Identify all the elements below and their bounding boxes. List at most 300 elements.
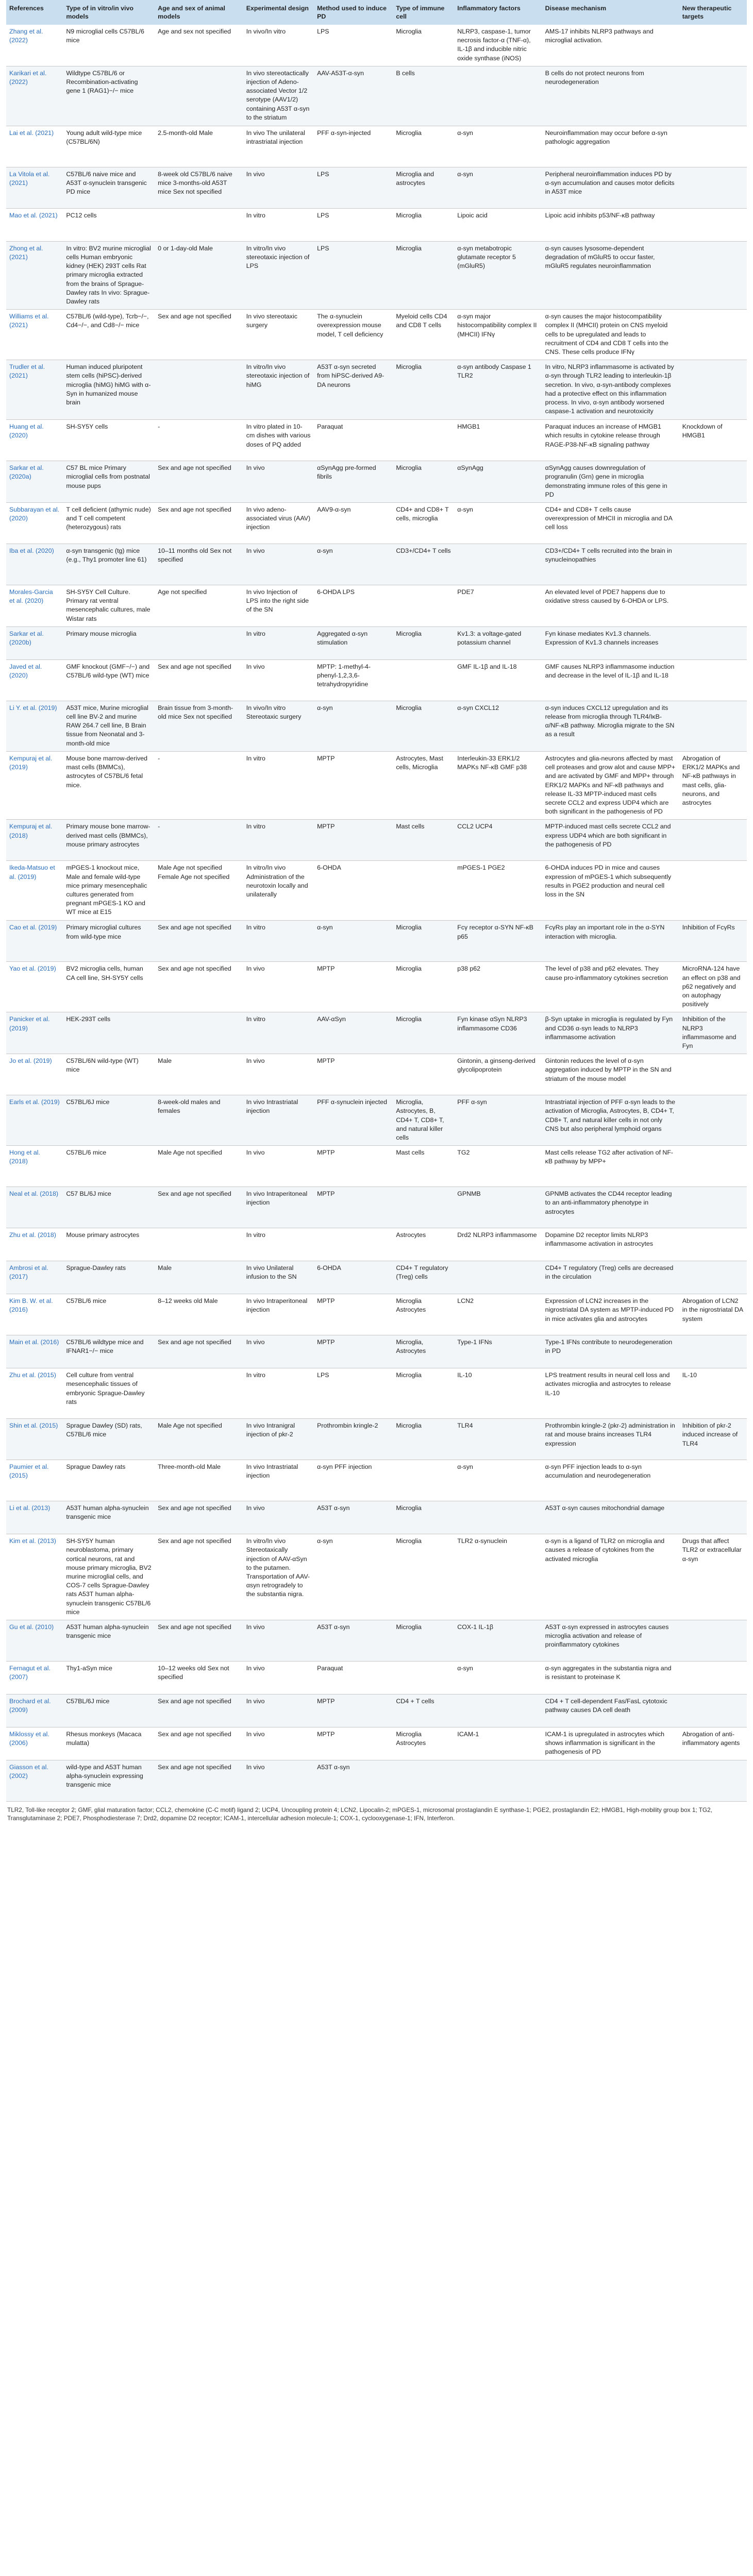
table-cell: Microglia — [393, 360, 454, 420]
reference-link[interactable]: La Vitola et al. (2021) — [6, 167, 63, 208]
table-cell — [679, 360, 747, 420]
table-cell: In vitro — [243, 208, 314, 241]
table-cell: CD4 + T cells — [393, 1694, 454, 1727]
table-cell: α-syn causes lysosome-dependent degradation of mGluR5 to occur faster, mGluR5 regulates neuroinflammation — [542, 241, 679, 309]
table-cell: Sex and age not specified — [155, 921, 243, 962]
table-cell — [393, 1187, 454, 1228]
table-cell: Sex and age not specified — [155, 310, 243, 360]
table-cell: CD3+/CD4+ T cells recruited into the brain in synucleinopathies — [542, 544, 679, 585]
table-cell: MPTP — [314, 1054, 393, 1095]
table-cell: AMS-17 inhibits NLRP3 pathways and microglial activation. — [542, 25, 679, 66]
table-row — [6, 25, 747, 66]
table-row — [6, 420, 747, 461]
table-row — [6, 861, 747, 921]
table-cell: In vitro — [243, 820, 314, 861]
table-cell: MPTP — [314, 1727, 393, 1760]
table-cell: In vivo Unilateral infusion to the SN — [243, 1261, 314, 1294]
table-cell — [679, 66, 747, 126]
table-cell: Inhibition of FcγRs — [679, 921, 747, 962]
table-cell: Mast cells — [393, 820, 454, 861]
table-cell: Knockdown of HMGB1 — [679, 420, 747, 461]
table-cell: In vivo — [243, 962, 314, 1012]
table-cell: In vitro plated in 10-cm dishes with various doses of PQ added — [243, 420, 314, 461]
table-cell: A53T mice, Murine microglial cell line BV-2 and murine RAW 264.7 cell line, B Brain tissue from Neonatal and 3-month-old mice — [63, 701, 155, 751]
reference-link[interactable]: Huang et al. (2020) — [6, 420, 63, 461]
table-cell: Expression of LCN2 increases in the nigrostriatal DA system as MPTP-induced PD in mice activates glia and astrocytes — [542, 1294, 679, 1335]
reference-link[interactable]: Cao et al. (2019) — [6, 921, 63, 962]
table-cell: In vivo — [243, 1146, 314, 1187]
table-row — [6, 1501, 747, 1534]
table-cell: α-syn PFF injection leads to α-syn accumulation and neurodegeneration — [542, 1460, 679, 1501]
table-cell: LPS — [314, 208, 393, 241]
table-cell: In vivo — [243, 1661, 314, 1694]
table-cell: Sex and age not specified — [155, 1760, 243, 1801]
table-cell: Mouse primary astrocytes — [63, 1228, 155, 1261]
table-cell — [155, 66, 243, 126]
table-row — [6, 1694, 747, 1727]
table-cell: LPS — [314, 25, 393, 66]
table-cell — [393, 585, 454, 627]
table-cell: Fyn kinase αSyn NLRP3 inflammasome CD36 — [454, 1012, 542, 1054]
table-cell: Sex and age not specified — [155, 659, 243, 701]
table-cell: IL-10 — [454, 1368, 542, 1419]
table-cell: Three-month-old Male — [155, 1460, 243, 1501]
table-row — [6, 241, 747, 309]
table-row — [6, 503, 747, 544]
table-cell: 0 or 1-day-old Male — [155, 241, 243, 309]
table-cell: C57BL/6J mice — [63, 1694, 155, 1727]
table-cell: αSynAgg causes downregulation of progranulin (Grn) gene in microglia demonstrating immune roles of this gene in PD — [542, 461, 679, 503]
reference-link[interactable]: Fernagut et al. (2007) — [6, 1661, 63, 1694]
column-header: Age and sex of animal models — [155, 0, 243, 25]
table-cell: N9 microglial cells C57BL/6 mice — [63, 25, 155, 66]
table-row — [6, 66, 747, 126]
reference-link[interactable]: Gu et al. (2010) — [6, 1620, 63, 1661]
table-cell: Microglia, Astrocytes — [393, 1335, 454, 1368]
table-cell: Drd2 NLRP3 inflammasome — [454, 1228, 542, 1261]
reference-link[interactable]: Earls et al. (2019) — [6, 1095, 63, 1146]
table-cell: Sprague Dawley (SD) rats, C57BL/6 mice — [63, 1419, 155, 1460]
table-row — [6, 921, 747, 962]
table-cell: LPS — [314, 241, 393, 309]
reference-link[interactable]: Ikeda-Matsuo et al. (2019) — [6, 861, 63, 921]
column-header: Method used to induce PD — [314, 0, 393, 25]
reference-link[interactable]: Javed et al. (2020) — [6, 659, 63, 701]
table-cell: ICAM-1 is upregulated in astrocytes which shows inflammation is significant in the pathogenesis of PD — [542, 1727, 679, 1760]
table-cell: LCN2 — [454, 1294, 542, 1335]
table-cell: In vivo stereotaxic surgery — [243, 310, 314, 360]
table-cell: Microglia — [393, 241, 454, 309]
table-row — [6, 167, 747, 208]
table-cell — [679, 659, 747, 701]
table-cell: Neuroinflammation may occur before α-syn pathologic aggregation — [542, 126, 679, 167]
table-cell — [393, 1661, 454, 1694]
table-cell: MPTP — [314, 1294, 393, 1335]
table-cell — [393, 420, 454, 461]
table-cell: α-syn induces CXCL12 upregulation and its release from microglia through TLR4/IκB-α/NF-κB pathway. Microglia migrate to the SN as a result — [542, 701, 679, 751]
table-cell: α-syn aggregates in the substantia nigra and is resistant to proteinase K — [542, 1661, 679, 1694]
table-cell — [679, 503, 747, 544]
table-cell: PFF α-synuclein injected — [314, 1095, 393, 1146]
reference-link[interactable]: Mao et al. (2021) — [6, 208, 63, 241]
table-cell: FcγRs play an important role in the α-SYN interaction with microglia. — [542, 921, 679, 962]
table-cell: Inhibition of the NLRP3 inflammasome and Fyn — [679, 1012, 747, 1054]
table-row — [6, 1419, 747, 1460]
table-cell: Sex and age not specified — [155, 461, 243, 503]
table-cell: GPNMB — [454, 1187, 542, 1228]
table-cell: Wildtype C57BL/6 or Recombination-activating gene 1 (RAG1)−/− mice — [63, 66, 155, 126]
reference-link[interactable]: Yao et al. (2019) — [6, 962, 63, 1012]
reference-link[interactable]: Williams et al. (2021) — [6, 310, 63, 360]
table-cell: In vivo Intrastriatal injection — [243, 1460, 314, 1501]
table-cell: Young adult wild-type mice (C57BL/6N) — [63, 126, 155, 167]
table-cell: CCL2 UCP4 — [454, 820, 542, 861]
table-cell: MPTP — [314, 751, 393, 819]
table-cell: A53T human alpha-synuclein transgenic mice — [63, 1501, 155, 1534]
table-cell: Abrogation of LCN2 in the nigrostriatal DA system — [679, 1294, 747, 1335]
table-cell: Primary mouse microglia — [63, 626, 155, 659]
table-cell: In vivo — [243, 461, 314, 503]
table-cell: Peripheral neuroinflammation induces PD by α-syn accumulation and causes motor deficits in A53T mice — [542, 167, 679, 208]
table-cell — [679, 1501, 747, 1534]
table-cell: Male Age not specified — [155, 1146, 243, 1187]
table-row — [6, 751, 747, 819]
table-cell: β-Syn uptake in microglia is regulated by Fyn and CD36 α-syn leads to NLRP3 inflammasome activation — [542, 1012, 679, 1054]
table-cell: Abrogation of ERK1/2 MAPKs and NF-κB pathways in mast cells, glia-neurons, and astrocytes — [679, 751, 747, 819]
table-cell: In vivo — [243, 1620, 314, 1661]
document-page — [6, 0, 747, 1822]
reference-link[interactable]: Brochard et al. (2009) — [6, 1694, 63, 1727]
table-cell: ICAM-1 — [454, 1727, 542, 1760]
table-cell: Prothrombin kringle-2 — [314, 1419, 393, 1460]
table-cell: Male Age not specified Female Age not specified — [155, 861, 243, 921]
table-cell: C57BL/6J mice — [63, 1095, 155, 1146]
table-cell: COX-1 IL-1β — [454, 1620, 542, 1661]
table-cell — [679, 461, 747, 503]
table-cell: Brain tissue from 3-month-old mice Sex not specified — [155, 701, 243, 751]
reference-link[interactable]: Kempuraj et al. (2019) — [6, 751, 63, 819]
table-cell: In vivo Injection of LPS into the right side of the SN — [243, 585, 314, 627]
table-cell: Fcγ receptor α-SYN NF-κB p65 — [454, 921, 542, 962]
reference-link[interactable]: Jo et al. (2019) — [6, 1054, 63, 1095]
table-cell — [155, 1228, 243, 1261]
table-cell: GMF knockout (GMF−/−) and C57BL/6 wild-type (WT) mice — [63, 659, 155, 701]
table-cell: Age not specified — [155, 585, 243, 627]
table-cell: MicroRNA-124 have an effect on p38 and p62 negatively and on autophagy positively — [679, 962, 747, 1012]
reference-link[interactable]: Lai et al. (2021) — [6, 126, 63, 167]
table-row — [6, 1261, 747, 1294]
table-cell — [679, 1335, 747, 1368]
table-cell — [393, 861, 454, 921]
table-cell: A53T α-syn causes mitochondrial damage — [542, 1501, 679, 1534]
reference-link[interactable]: Zhong et al. (2021) — [6, 241, 63, 309]
table-cell: CD4 + T cell-dependent Fas/FasL cytotoxic pathway causes DA cell death — [542, 1694, 679, 1727]
table-cell: 8-week-old males and females — [155, 1095, 243, 1146]
reference-link[interactable]: Sarkar et al. (2020b) — [6, 626, 63, 659]
table-cell — [679, 241, 747, 309]
table-cell: Type-1 IFNs contribute to neurodegeneration in PD — [542, 1335, 679, 1368]
table-cell: α-syn — [454, 126, 542, 167]
table-cell — [679, 1261, 747, 1294]
table-cell: Sex and age not specified — [155, 1694, 243, 1727]
column-header: New therapeutic targets — [679, 0, 747, 25]
table-cell: - — [155, 820, 243, 861]
table-row — [6, 1661, 747, 1694]
table-cell: Sex and age not specified — [155, 503, 243, 544]
table-row — [6, 1460, 747, 1501]
table-cell: Male — [155, 1261, 243, 1294]
table-cell: 6-OHDA — [314, 1261, 393, 1294]
table-row — [6, 1146, 747, 1187]
pd-models-table — [6, 0, 747, 1802]
table-cell — [679, 167, 747, 208]
table-cell: IL-10 — [679, 1368, 747, 1419]
table-row — [6, 962, 747, 1012]
table-cell — [155, 1368, 243, 1419]
table-cell: C57BL/6 mice — [63, 1146, 155, 1187]
table-cell: Astrocytes — [393, 1228, 454, 1261]
reference-link[interactable]: Ambrosi et al. (2017) — [6, 1261, 63, 1294]
table-cell: Mast cells — [393, 1146, 454, 1187]
reference-link[interactable]: Panicker et al. (2019) — [6, 1012, 63, 1054]
reference-link[interactable]: Kim et al. (2013) — [6, 1534, 63, 1620]
table-cell: Sex and age not specified — [155, 962, 243, 1012]
reference-link[interactable]: Paumier et al. (2015) — [6, 1460, 63, 1501]
table-cell: Inhibition of pkr-2 induced increase of TLR4 — [679, 1419, 747, 1460]
table-cell — [679, 820, 747, 861]
header-row — [6, 0, 747, 25]
reference-link[interactable]: Subbarayan et al. (2020) — [6, 503, 63, 544]
table-cell: Sex and age not specified — [155, 1501, 243, 1534]
reference-link[interactable]: Main et al. (2016) — [6, 1335, 63, 1368]
reference-link[interactable]: Trudler et al. (2021) — [6, 360, 63, 420]
table-row — [6, 310, 747, 360]
table-cell: αSynAgg pre-formed fibrils — [314, 461, 393, 503]
table-cell: Microglia — [393, 126, 454, 167]
table-row — [6, 544, 747, 585]
table-cell — [679, 1146, 747, 1187]
table-cell: Sex and age not specified — [155, 1620, 243, 1661]
table-row — [6, 1620, 747, 1661]
table-cell: CD3+/CD4+ T cells — [393, 544, 454, 585]
table-cell: Thy1-aSyn mice — [63, 1661, 155, 1694]
table-cell: C57BL/6N wild-type (WT) mice — [63, 1054, 155, 1095]
table-cell: Human induced pluripotent stem cells (hiPSC)-derived microglia (hiMG) hiMG with α-Syn in humanized mouse brain — [63, 360, 155, 420]
table-row — [6, 1335, 747, 1368]
table-cell: αSynAgg — [454, 461, 542, 503]
table-cell — [454, 1501, 542, 1534]
table-cell: Male — [155, 1054, 243, 1095]
reference-link[interactable]: Neal et al. (2018) — [6, 1187, 63, 1228]
table-cell: Sex and age not specified — [155, 1187, 243, 1228]
table-cell: In vivo Intraperitoneal injection — [243, 1187, 314, 1228]
table-cell: Dopamine D2 receptor limits NLRP3 inflammasome activation in astrocytes — [542, 1228, 679, 1261]
table-cell: In vivo — [243, 1335, 314, 1368]
table-cell: LPS — [314, 1368, 393, 1419]
table-cell: Fyn kinase mediates Kv1.3 channels. Expression of Kv1.3 channels increases — [542, 626, 679, 659]
table-cell: AAV-A53T-α-syn — [314, 66, 393, 126]
table-cell: In vivo — [243, 1727, 314, 1760]
reference-link[interactable]: Zhu et al. (2018) — [6, 1228, 63, 1261]
table-cell: In vitro/In vivo stereotaxic injection of hiMG — [243, 360, 314, 420]
table-cell: PFF α-syn-injected — [314, 126, 393, 167]
table-cell — [679, 1095, 747, 1146]
table-cell: 6-OHDA LPS — [314, 585, 393, 627]
table-cell: α-syn metabotropic glutamate receptor 5 (mGluR5) — [454, 241, 542, 309]
table-cell — [679, 310, 747, 360]
table-cell: Interleukin-33 ERK1/2 MAPKs NF-κB GMF p38 — [454, 751, 542, 819]
reference-link[interactable]: Giasson et al. (2002) — [6, 1760, 63, 1801]
table-row — [6, 626, 747, 659]
table-cell: CD4+ T regulatory (Treg) cells — [393, 1261, 454, 1294]
table-cell: CD4+ and CD8+ T cells, microglia — [393, 503, 454, 544]
table-row — [6, 1228, 747, 1261]
table-cell: In vivo — [243, 167, 314, 208]
reference-link[interactable]: Miklossy et al. (2006) — [6, 1727, 63, 1760]
table-cell — [679, 626, 747, 659]
table-cell: Microglia — [393, 921, 454, 962]
table-body — [6, 25, 747, 1801]
table-cell — [454, 66, 542, 126]
table-cell: Rhesus monkeys (Macaca mulatta) — [63, 1727, 155, 1760]
table-cell: Microglia Astrocytes — [393, 1294, 454, 1335]
table-cell: In vitro: BV2 murine microglial cells Human embryonic kidney (HEK) 293T cells Rat primary microglia extracted from the brains of Sprague-Dawley rats In vivo: Sprague-Dawley rats — [63, 241, 155, 309]
table-cell — [454, 1760, 542, 1801]
table-cell: MPTP: 1-methyl-4-phenyl-1,2,3,6-tetrahydropyridine — [314, 659, 393, 701]
table-cell: Microglia — [393, 1368, 454, 1419]
table-cell: Microglia — [393, 1534, 454, 1620]
table-cell: In vivo Intrastriatal injection — [243, 1095, 314, 1146]
table-cell: 6-OHDA induces PD in mice and causes expression of mPGES-1 which subsequently results in PGE2 production and neural cell loss in the SN — [542, 861, 679, 921]
table-cell — [679, 1760, 747, 1801]
table-cell: α-syn — [454, 167, 542, 208]
table-cell: Male Age not specified — [155, 1419, 243, 1460]
table-footnote: TLR2, Toll-like receptor 2; GMF, glial maturation factor; CCL2, chemokine (C-C motif) ligand 2; UCP4, Uncoupling protein 4; LCN2, Lipocalin-2; mPGES-1, microsomal prostaglandin E synthase-1; PGE2, prostaglandin E2; HMGB1, High-mobility group box 1; TG2, Transglutaminase 2; PDE7, Phosphodiesterase 7; Drd2, dopamine D2 receptor; ICAM-1, intercellular adhesion molecule-1; COX-1, cyclooxygenase-1; IFN, Interferon. — [7, 1806, 712, 1822]
table-cell: TLR2 α-synuclein — [454, 1534, 542, 1620]
table-cell: α-syn major histocompatibility complex II (MHCII) IFNγ — [454, 310, 542, 360]
table-cell: MPTP — [314, 820, 393, 861]
table-cell: PDE7 — [454, 585, 542, 627]
table-cell: In vitro/In vivo Stereotaxically injection of AAV-αSyn to the putamen. Transportation of AAV-αsyn retrogradely to the substantia nigra. — [243, 1534, 314, 1620]
table-cell — [155, 1012, 243, 1054]
table-row — [6, 1760, 747, 1801]
table-cell: NLRP3, caspase-1, tumor necrosis factor-α (TNF-α), IL-1β and inducible nitric oxide synthase (iNOS) — [454, 25, 542, 66]
table-cell: PC12 cells — [63, 208, 155, 241]
table-cell: SH-SY5Y cells — [63, 420, 155, 461]
table-cell: Sex and age not specified — [155, 1727, 243, 1760]
table-cell: 2.5-month-old Male — [155, 126, 243, 167]
table-cell — [679, 1694, 747, 1727]
table-cell: Gintonin reduces the level of α-syn aggregation induced by MPTP in the SN and striatum of the mouse model — [542, 1054, 679, 1095]
table-cell — [393, 1460, 454, 1501]
table-cell: Microglia — [393, 208, 454, 241]
table-cell — [679, 1460, 747, 1501]
table-row — [6, 461, 747, 503]
table-cell: MPTP — [314, 1187, 393, 1228]
table-cell: B cells — [393, 66, 454, 126]
table-cell: α-syn transgenic (tg) mice (e.g., Thy1 promoter line 61) — [63, 544, 155, 585]
table-cell: In vitro/In vivo Administration of the neurotoxin locally and unilaterally — [243, 861, 314, 921]
table-row — [6, 1294, 747, 1335]
table-cell: Paraquat — [314, 420, 393, 461]
reference-link[interactable]: Karikari et al. (2022) — [6, 66, 63, 126]
table-cell: MPTP — [314, 1146, 393, 1187]
table-cell: MPTP-induced mast cells secrete CCL2 and express UDP4 which are both significant in the pathogenesis of PD — [542, 820, 679, 861]
table-row — [6, 820, 747, 861]
table-cell: In vitro — [243, 1368, 314, 1419]
table-cell: The α-synuclein overexpression mouse model, T cell deficiency — [314, 310, 393, 360]
reference-link[interactable]: Li et al. (2013) — [6, 1501, 63, 1534]
table-cell: A53T α-syn — [314, 1501, 393, 1534]
table-cell: 8–12 weeks old Male — [155, 1294, 243, 1335]
table-cell: 8-week old C57BL/6 naive mice 3-months-old A53T mice Sex not specified — [155, 167, 243, 208]
table-cell: MPTP — [314, 962, 393, 1012]
reference-link[interactable]: Sarkar et al. (2020a) — [6, 461, 63, 503]
table-cell: MPTP — [314, 1335, 393, 1368]
table-cell: In vivo/In vitro Stereotaxic surgery — [243, 701, 314, 751]
table-cell: Microglia — [393, 626, 454, 659]
table-cell: Microglia — [393, 461, 454, 503]
reference-link[interactable]: Shin et al. (2015) — [6, 1419, 63, 1460]
table-cell: In vitro — [243, 626, 314, 659]
table-cell: CD4+ T regulatory (Treg) cells are decreased in the circulation — [542, 1261, 679, 1294]
table-cell — [542, 1760, 679, 1801]
table-cell: In vitro — [243, 1228, 314, 1261]
table-cell: Microglia — [393, 1501, 454, 1534]
table-cell — [679, 1228, 747, 1261]
table-cell: Myeloid cells CD4 and CD8 T cells — [393, 310, 454, 360]
table-cell: In vivo Intraperitoneal injection — [243, 1294, 314, 1335]
column-header: Experimental design — [243, 0, 314, 25]
table-cell — [679, 1620, 747, 1661]
table-cell: SH-SY5Y Cell Culture. Primary rat ventral mesencephalic cultures, male Wistar rats — [63, 585, 155, 627]
table-cell: Astrocytes, Mast cells, Microglia — [393, 751, 454, 819]
table-cell: Mast cells release TG2 after activation of NF-κB pathway by MPP+ — [542, 1146, 679, 1187]
table-cell — [679, 1661, 747, 1694]
reference-link[interactable]: Kim B. W. et al. (2016) — [6, 1294, 63, 1335]
table-cell: Microglia Astrocytes — [393, 1727, 454, 1760]
table-row — [6, 1012, 747, 1054]
table-cell: GMF causes NLRP3 inflammasome induction and decrease in the level of IL-1β and IL-18 — [542, 659, 679, 701]
table-cell — [393, 1054, 454, 1095]
table-cell: C57 BL/6J mice — [63, 1187, 155, 1228]
table-cell: Microglia — [393, 701, 454, 751]
table-cell: α-syn is a ligand of TLR2 on microglia and causes a release of cytokines from the activated microglia — [542, 1534, 679, 1620]
reference-link[interactable]: Li Y. et al. (2019) — [6, 701, 63, 751]
table-cell: HEK-293T cells — [63, 1012, 155, 1054]
table-cell: C57BL/6 wildtype mice and IFNAR1−/− mice — [63, 1335, 155, 1368]
table-cell: α-syn — [314, 544, 393, 585]
reference-link[interactable]: Zhang et al. (2022) — [6, 25, 63, 66]
table-cell: In vitro — [243, 1012, 314, 1054]
table-cell — [454, 1261, 542, 1294]
reference-link[interactable]: Iba et al. (2020) — [6, 544, 63, 585]
reference-link[interactable]: Hong et al. (2018) — [6, 1146, 63, 1187]
table-cell: MPTP — [314, 1694, 393, 1727]
table-cell — [454, 544, 542, 585]
table-cell: In vitro/In vivo stereotaxic injection of LPS — [243, 241, 314, 309]
reference-link[interactable]: Kempuraj et al. (2018) — [6, 820, 63, 861]
table-cell — [679, 25, 747, 66]
column-header: Inflammatory factors — [454, 0, 542, 25]
table-cell: In vivo — [243, 1694, 314, 1727]
table-cell — [155, 626, 243, 659]
column-header: Disease mechanism — [542, 0, 679, 25]
reference-link[interactable]: Zhu et al. (2015) — [6, 1368, 63, 1419]
table-cell: Microglia — [393, 962, 454, 1012]
table-cell: Astrocytes and glia-neurons affected by mast cell proteases and grow alot and cause MPP+ and are activated by GMF and MPP+ through ERK1/2 MAPKs and NF-κB pathways and release IL-33 MPTP-induced mast cells secrete CCL2 and express UDP4 which are both significant in the pathogenesis of PD — [542, 751, 679, 819]
reference-link[interactable]: Morales-Garcia et al. (2020) — [6, 585, 63, 627]
